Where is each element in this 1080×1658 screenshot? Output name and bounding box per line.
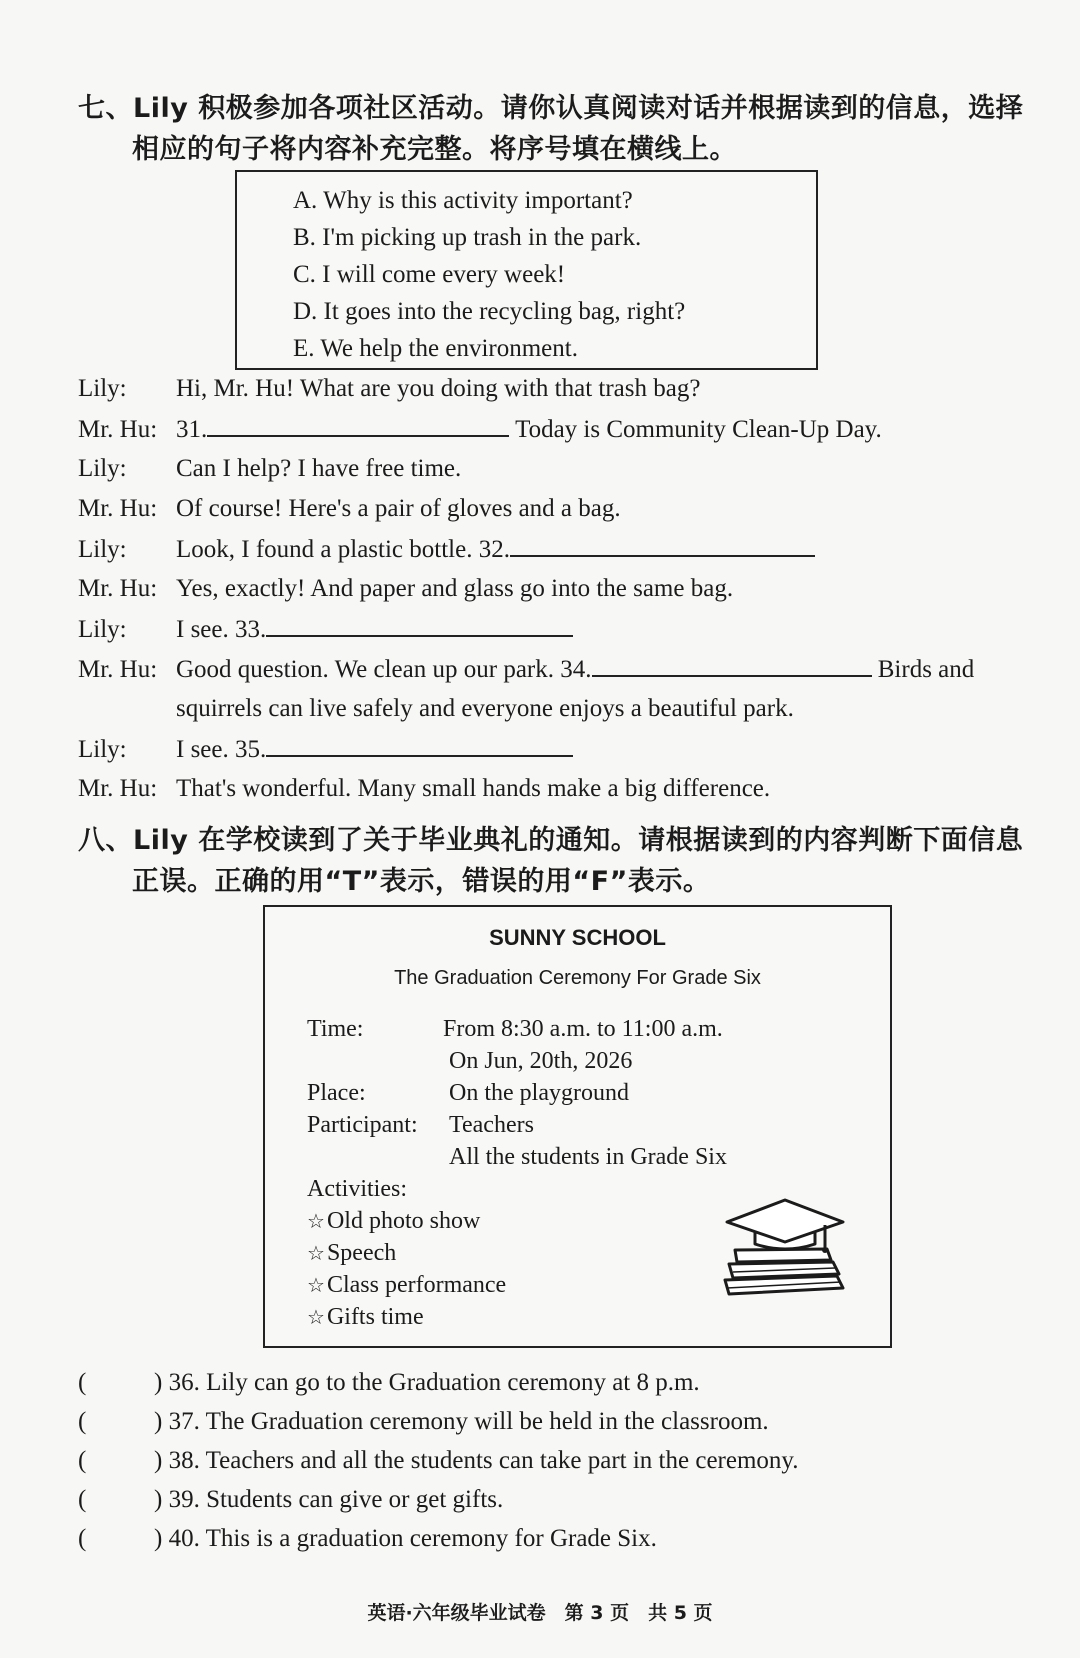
section-8-title-line2: 正误。正确的用“T”表示，错误的用“F”表示。 xyxy=(132,866,711,897)
dialogue-text: Can I help? I have free time. xyxy=(176,455,462,482)
dialogue-line xyxy=(78,369,1068,409)
activity-text: Class performance xyxy=(326,1272,507,1298)
star-icon: ☆ xyxy=(307,1273,325,1297)
answer-bracket[interactable]: ( xyxy=(78,1447,87,1474)
answer-bracket[interactable]: ( xyxy=(78,1369,87,1396)
dialogue-text: That's wonderful. Many small hands make a big difference. xyxy=(176,775,771,802)
activity-text: Speech xyxy=(326,1240,397,1266)
section-8-instruction xyxy=(78,820,1058,902)
question-number: 31. xyxy=(176,416,208,443)
activity-text: Old photo show xyxy=(326,1208,481,1234)
dialogue-line xyxy=(78,409,1068,450)
dialogue-line xyxy=(78,489,1068,529)
dialogue-text: Yes, exactly! And paper and glass go into the same bag. xyxy=(176,575,734,602)
dialogue-text: Today is Community Clean-Up Day. xyxy=(515,416,882,443)
dialogue-line xyxy=(78,649,1068,690)
tf-statement xyxy=(78,1403,769,1441)
activity-item xyxy=(307,1269,506,1301)
option-e: E. We help the environment. xyxy=(293,335,578,362)
speaker: Mr. Hu: xyxy=(78,416,158,443)
star-icon: ☆ xyxy=(307,1305,325,1329)
statement-text: ) 40. This is a graduation ceremony for Grade Six. xyxy=(154,1525,657,1552)
option-b: B. I'm picking up trash in the park. xyxy=(293,224,642,251)
speaker: Mr. Hu: xyxy=(78,575,158,602)
activities-label: Activities: xyxy=(307,1176,407,1202)
tf-statement xyxy=(78,1364,700,1402)
participant-students: All the students in Grade Six xyxy=(449,1144,727,1170)
tf-statement xyxy=(78,1442,799,1480)
option-c: C. I will come every week! xyxy=(293,261,566,288)
dialogue-text: I see. 35. xyxy=(176,736,267,763)
place-label: Place: xyxy=(307,1080,366,1106)
section-7-instruction xyxy=(78,88,1058,170)
dialogue-text: Good question. We clean up our park. 34. xyxy=(176,656,592,683)
tf-statement xyxy=(78,1481,503,1519)
dialogue-line xyxy=(78,569,1068,609)
answer-bracket[interactable]: ( xyxy=(78,1525,87,1552)
statement-text: ) 39. Students can give or get gifts. xyxy=(154,1486,504,1513)
speaker: Mr. Hu: xyxy=(78,656,158,683)
speaker: Lily: xyxy=(78,736,127,763)
dialogue-text: Hi, Mr. Hu! What are you doing with that trash bag? xyxy=(176,375,701,402)
statement-text: ) 38. Teachers and all the students can take part in the ceremony. xyxy=(154,1447,799,1474)
place-value: On the playground xyxy=(449,1080,629,1106)
answer-blank-33[interactable] xyxy=(266,609,573,637)
dialogue-line xyxy=(78,729,1068,770)
speaker: Mr. Hu: xyxy=(78,495,158,522)
dialogue-line xyxy=(78,609,1068,650)
section-7-title-line2: 相应的句子将内容补充完整。将序号填在横线上。 xyxy=(132,134,737,165)
speaker: Lily: xyxy=(78,375,127,402)
dialogue-text: Look, I found a plastic bottle. 32. xyxy=(176,536,510,563)
date-value: On Jun, 20th, 2026 xyxy=(449,1048,633,1074)
time-value: From 8:30 a.m. to 11:00 a.m. xyxy=(443,1016,723,1042)
speaker: Mr. Hu: xyxy=(78,775,158,802)
dialogue-text: I see. 33. xyxy=(176,616,267,643)
graduation-notice xyxy=(263,905,892,1348)
options-box xyxy=(235,170,818,370)
answer-bracket[interactable]: ( xyxy=(78,1486,87,1513)
star-icon: ☆ xyxy=(307,1241,325,1265)
notice-school-name: SUNNY SCHOOL xyxy=(489,925,666,950)
dialogue-continuation: squirrels can live safely and everyone enjoys a beautiful park. xyxy=(176,695,794,722)
speaker: Lily: xyxy=(78,455,127,482)
activity-item xyxy=(307,1237,396,1269)
answer-bracket[interactable]: ( xyxy=(78,1408,87,1435)
answer-blank-35[interactable] xyxy=(266,729,573,757)
option-a: A. Why is this activity important? xyxy=(293,187,633,214)
tf-statement xyxy=(78,1520,657,1558)
dialogue-text: Birds and xyxy=(877,656,975,683)
speaker: Lily: xyxy=(78,616,127,643)
answer-blank-31[interactable] xyxy=(207,409,509,437)
notice-title: The Graduation Ceremony For Grade Six xyxy=(394,967,761,989)
answer-blank-32[interactable] xyxy=(510,529,815,557)
dialogue-text: Of course! Here's a pair of gloves and a bag. xyxy=(176,495,621,522)
statement-text: ) 37. The Graduation ceremony will be held in the classroom. xyxy=(154,1408,769,1435)
participant-label: Participant: xyxy=(307,1112,418,1138)
answer-blank-34[interactable] xyxy=(592,649,872,677)
star-icon: ☆ xyxy=(307,1209,325,1233)
activity-item xyxy=(307,1301,424,1333)
activity-text: Gifts time xyxy=(326,1304,424,1330)
activity-item xyxy=(307,1205,480,1237)
page-footer: 英语·六年级毕业试卷 第 3 页 共 5 页 xyxy=(367,1602,713,1624)
section-7-title-line1: 七、Lily 积极参加各项社区活动。请你认真阅读对话并根据读到的信息，选择 xyxy=(78,93,1024,124)
statement-text: ) 36. Lily can go to the Graduation ceremony at 8 p.m. xyxy=(154,1369,700,1396)
dialogue-line xyxy=(78,769,1068,809)
option-d: D. It goes into the recycling bag, right? xyxy=(293,298,686,325)
dialogue-line xyxy=(78,449,1068,489)
graduation-cap-books-icon xyxy=(715,1192,855,1302)
time-label: Time: xyxy=(307,1016,364,1042)
participant-teachers: Teachers xyxy=(449,1112,534,1138)
dialogue-line xyxy=(78,529,1068,570)
speaker: Lily: xyxy=(78,536,127,563)
section-8-title-line1: 八、Lily 在学校读到了关于毕业典礼的通知。请根据读到的内容判断下面信息 xyxy=(78,825,1024,856)
